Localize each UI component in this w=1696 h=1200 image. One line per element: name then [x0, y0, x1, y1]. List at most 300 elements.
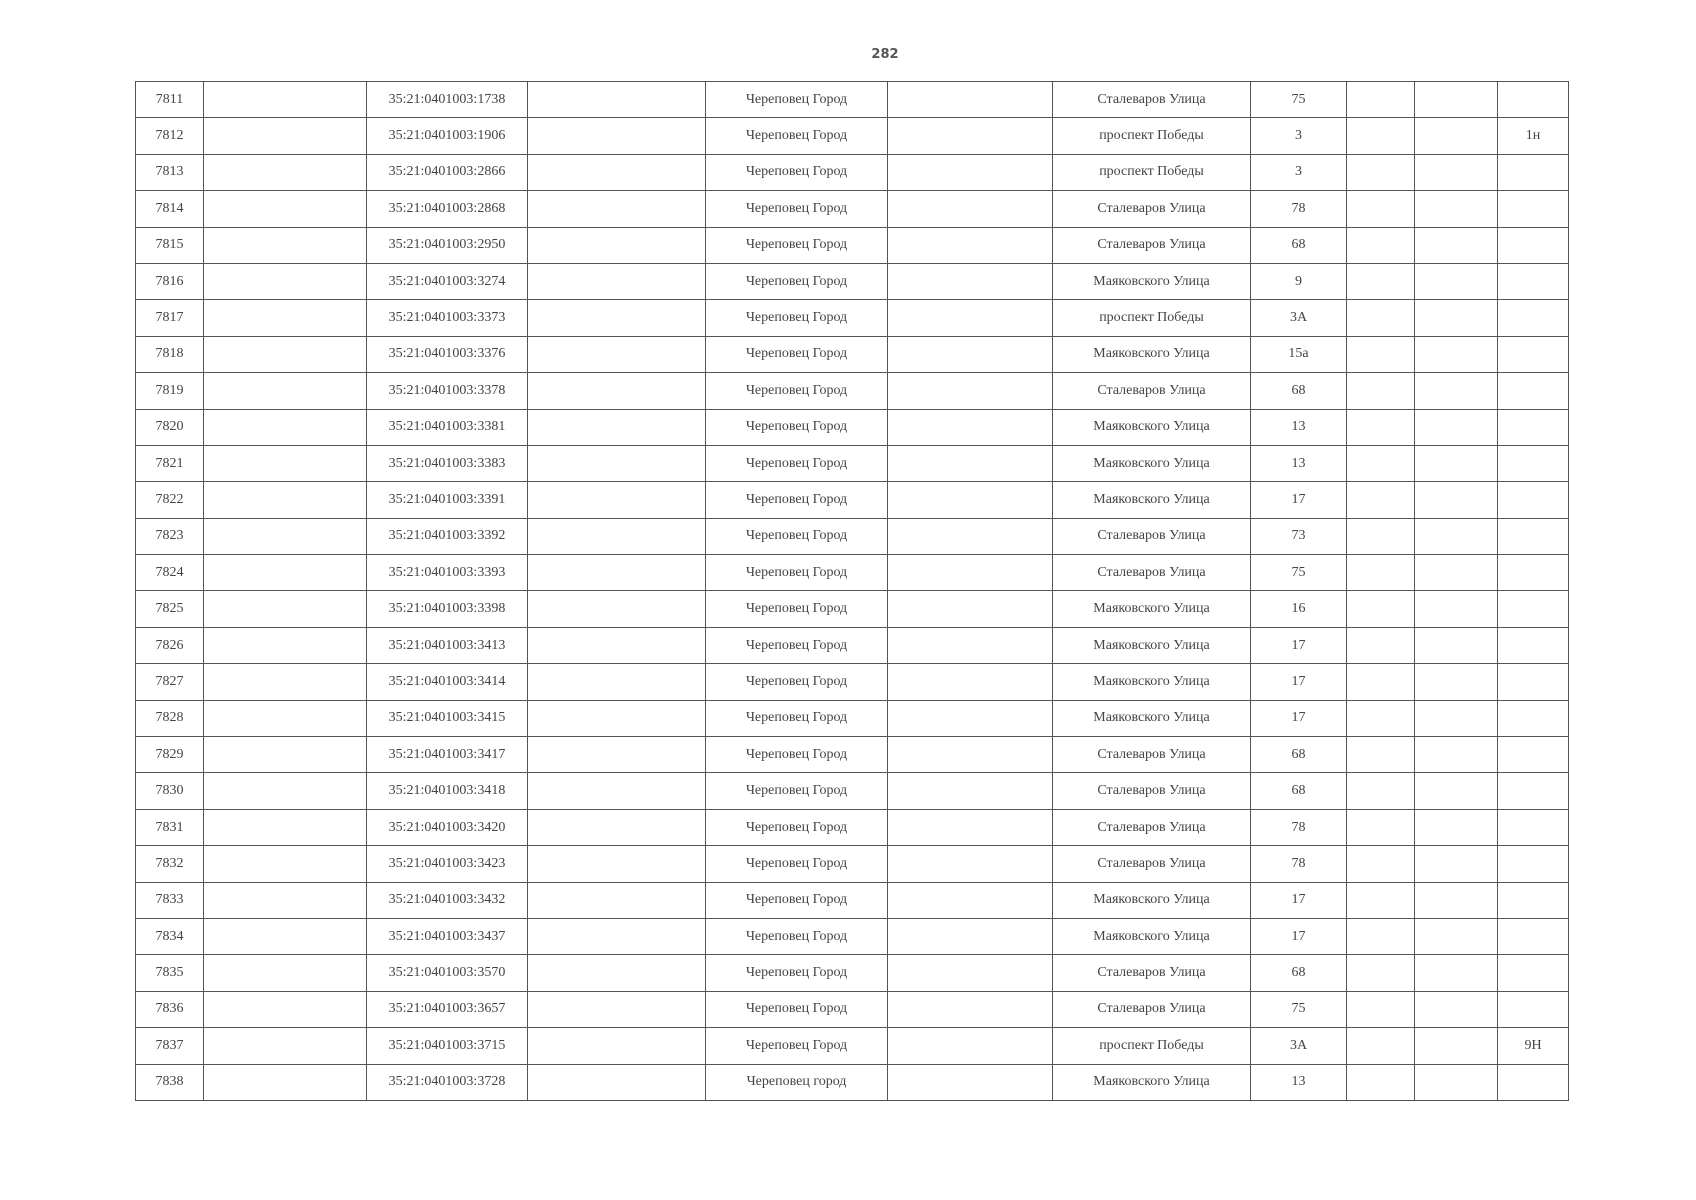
cell-premises-number	[1498, 591, 1569, 627]
table-row	[136, 1064, 1569, 1100]
cell-premises-number	[1498, 191, 1569, 227]
table-row	[136, 263, 1569, 299]
cell-empty	[528, 373, 706, 409]
cell-empty	[528, 191, 706, 227]
cell-record-number: 7836	[136, 991, 204, 1027]
cell-street: Сталеваров Улица	[1053, 555, 1251, 591]
cell-empty	[1347, 700, 1415, 736]
cell-record-number: 7827	[136, 664, 204, 700]
cell-empty	[1347, 263, 1415, 299]
cell-empty	[1347, 191, 1415, 227]
cell-cadastral-number: 35:21:0401003:2868	[367, 191, 528, 227]
cell-locality: Череповец Город	[706, 627, 888, 663]
cell-street: Маяковского Улица	[1053, 627, 1251, 663]
cell-cadastral-number: 35:21:0401003:3417	[367, 737, 528, 773]
cell-empty	[204, 882, 367, 918]
cell-empty	[204, 700, 367, 736]
table-row	[136, 918, 1569, 954]
cell-premises-number	[1498, 518, 1569, 554]
cell-empty	[528, 955, 706, 991]
cell-cadastral-number: 35:21:0401003:1738	[367, 82, 528, 118]
cell-record-number: 7838	[136, 1064, 204, 1100]
cell-cadastral-number: 35:21:0401003:3381	[367, 409, 528, 445]
cell-record-number: 7831	[136, 809, 204, 845]
cell-empty	[528, 118, 706, 154]
cell-empty	[204, 591, 367, 627]
cell-cadastral-number: 35:21:0401003:1906	[367, 118, 528, 154]
cell-empty	[1415, 336, 1498, 372]
cell-record-number: 7821	[136, 445, 204, 481]
cell-street: проспект Победы	[1053, 154, 1251, 190]
cell-empty	[1415, 118, 1498, 154]
cell-record-number: 7823	[136, 518, 204, 554]
cell-empty	[888, 700, 1053, 736]
cell-house-number: 3А	[1251, 1028, 1347, 1064]
cell-empty	[528, 591, 706, 627]
cell-empty	[204, 300, 367, 336]
cell-empty	[888, 1064, 1053, 1100]
cell-premises-number	[1498, 482, 1569, 518]
cell-cadastral-number: 35:21:0401003:3413	[367, 627, 528, 663]
cell-empty	[528, 627, 706, 663]
cell-empty	[204, 773, 367, 809]
cell-street: Маяковского Улица	[1053, 445, 1251, 481]
cell-cadastral-number: 35:21:0401003:3376	[367, 336, 528, 372]
cell-empty	[528, 482, 706, 518]
cell-empty	[528, 700, 706, 736]
cell-empty	[1347, 1028, 1415, 1064]
cell-record-number: 7820	[136, 409, 204, 445]
cell-empty	[1415, 82, 1498, 118]
cell-house-number: 13	[1251, 1064, 1347, 1100]
cell-street: Сталеваров Улица	[1053, 737, 1251, 773]
cell-empty	[204, 191, 367, 227]
table-row	[136, 82, 1569, 118]
cell-street: Сталеваров Улица	[1053, 191, 1251, 227]
cell-empty	[888, 300, 1053, 336]
cell-empty	[204, 409, 367, 445]
cell-empty	[1415, 627, 1498, 663]
cell-cadastral-number: 35:21:0401003:2866	[367, 154, 528, 190]
cell-empty	[888, 991, 1053, 1027]
cell-house-number: 75	[1251, 991, 1347, 1027]
table-row	[136, 445, 1569, 481]
cell-empty	[888, 154, 1053, 190]
cell-empty	[1415, 882, 1498, 918]
cell-empty	[1347, 518, 1415, 554]
cell-empty	[888, 627, 1053, 663]
cell-record-number: 7814	[136, 191, 204, 227]
cell-empty	[1415, 409, 1498, 445]
cell-empty	[1415, 918, 1498, 954]
cell-premises-number	[1498, 373, 1569, 409]
cell-house-number: 17	[1251, 664, 1347, 700]
cell-empty	[204, 737, 367, 773]
cell-locality: Череповец город	[706, 1064, 888, 1100]
cell-locality: Череповец Город	[706, 300, 888, 336]
cell-house-number: 9	[1251, 263, 1347, 299]
cell-empty	[888, 82, 1053, 118]
cell-record-number: 7835	[136, 955, 204, 991]
cell-house-number: 13	[1251, 445, 1347, 481]
cell-empty	[528, 82, 706, 118]
cell-empty	[204, 82, 367, 118]
table-row	[136, 846, 1569, 882]
cell-street: Маяковского Улица	[1053, 882, 1251, 918]
cell-locality: Череповец Город	[706, 227, 888, 263]
cell-house-number: 17	[1251, 482, 1347, 518]
table-row	[136, 118, 1569, 154]
cell-empty	[888, 809, 1053, 845]
cell-locality: Череповец Город	[706, 991, 888, 1027]
cell-street: Сталеваров Улица	[1053, 373, 1251, 409]
cell-empty	[888, 773, 1053, 809]
cell-locality: Череповец Город	[706, 409, 888, 445]
table-row	[136, 737, 1569, 773]
cell-locality: Череповец Город	[706, 555, 888, 591]
cell-street: Маяковского Улица	[1053, 700, 1251, 736]
cell-street: Сталеваров Улица	[1053, 518, 1251, 554]
cell-empty	[528, 445, 706, 481]
cell-street: Маяковского Улица	[1053, 409, 1251, 445]
cell-premises-number	[1498, 846, 1569, 882]
cell-street: Маяковского Улица	[1053, 263, 1251, 299]
cell-record-number: 7829	[136, 737, 204, 773]
cell-empty	[1347, 227, 1415, 263]
cell-empty	[1347, 591, 1415, 627]
registry-table-body	[136, 82, 1569, 1101]
cell-locality: Череповец Город	[706, 955, 888, 991]
cell-empty	[1347, 118, 1415, 154]
table-row	[136, 1028, 1569, 1064]
cell-empty	[204, 154, 367, 190]
table-row	[136, 409, 1569, 445]
cell-premises-number	[1498, 227, 1569, 263]
cell-empty	[528, 518, 706, 554]
cell-locality: Череповец Город	[706, 518, 888, 554]
cell-empty	[1347, 846, 1415, 882]
cell-premises-number	[1498, 773, 1569, 809]
table-row	[136, 336, 1569, 372]
cell-empty	[888, 191, 1053, 227]
cell-empty	[528, 737, 706, 773]
cell-premises-number	[1498, 300, 1569, 336]
cell-cadastral-number: 35:21:0401003:3274	[367, 263, 528, 299]
table-row	[136, 882, 1569, 918]
cell-house-number: 16	[1251, 591, 1347, 627]
cell-empty	[1347, 882, 1415, 918]
cell-empty	[888, 482, 1053, 518]
cell-empty	[1415, 518, 1498, 554]
cell-street: Маяковского Улица	[1053, 918, 1251, 954]
cell-empty	[888, 955, 1053, 991]
cell-empty	[204, 809, 367, 845]
cell-locality: Череповец Город	[706, 191, 888, 227]
cell-empty	[1415, 445, 1498, 481]
cell-premises-number	[1498, 154, 1569, 190]
table-row	[136, 991, 1569, 1027]
cell-empty	[1415, 555, 1498, 591]
cell-premises-number: 9Н	[1498, 1028, 1569, 1064]
cell-house-number: 68	[1251, 955, 1347, 991]
cell-empty	[528, 991, 706, 1027]
cell-empty	[888, 227, 1053, 263]
cell-house-number: 75	[1251, 555, 1347, 591]
cell-record-number: 7816	[136, 263, 204, 299]
cell-house-number: 68	[1251, 773, 1347, 809]
table-row	[136, 809, 1569, 845]
cell-empty	[1347, 737, 1415, 773]
cell-cadastral-number: 35:21:0401003:3570	[367, 955, 528, 991]
cell-premises-number	[1498, 918, 1569, 954]
cell-house-number: 75	[1251, 82, 1347, 118]
cell-premises-number	[1498, 1064, 1569, 1100]
cell-street: Сталеваров Улица	[1053, 227, 1251, 263]
cell-empty	[1415, 664, 1498, 700]
table-row	[136, 300, 1569, 336]
cell-empty	[204, 445, 367, 481]
cell-empty	[888, 518, 1053, 554]
cell-cadastral-number: 35:21:0401003:3657	[367, 991, 528, 1027]
cell-empty	[1347, 336, 1415, 372]
cell-empty	[1347, 154, 1415, 190]
table-row	[136, 773, 1569, 809]
cell-locality: Череповец Город	[706, 82, 888, 118]
cell-record-number: 7811	[136, 82, 204, 118]
cell-record-number: 7833	[136, 882, 204, 918]
cell-cadastral-number: 35:21:0401003:3415	[367, 700, 528, 736]
cell-record-number: 7832	[136, 846, 204, 882]
cell-locality: Череповец Город	[706, 482, 888, 518]
cell-street: Сталеваров Улица	[1053, 846, 1251, 882]
cell-empty	[1415, 191, 1498, 227]
cell-record-number: 7834	[136, 918, 204, 954]
cell-house-number: 78	[1251, 191, 1347, 227]
cell-street: Сталеваров Улица	[1053, 809, 1251, 845]
cell-empty	[1415, 300, 1498, 336]
cell-street: Маяковского Улица	[1053, 664, 1251, 700]
cell-cadastral-number: 35:21:0401003:2950	[367, 227, 528, 263]
cell-record-number: 7825	[136, 591, 204, 627]
cell-cadastral-number: 35:21:0401003:3393	[367, 555, 528, 591]
cell-empty	[888, 555, 1053, 591]
cell-empty	[888, 882, 1053, 918]
cell-empty	[204, 555, 367, 591]
cell-empty	[1347, 482, 1415, 518]
cell-empty	[1415, 846, 1498, 882]
cell-cadastral-number: 35:21:0401003:3437	[367, 918, 528, 954]
table-row	[136, 482, 1569, 518]
cell-empty	[204, 918, 367, 954]
cell-empty	[1347, 664, 1415, 700]
cell-empty	[1415, 373, 1498, 409]
cell-cadastral-number: 35:21:0401003:3383	[367, 445, 528, 481]
cell-premises-number	[1498, 82, 1569, 118]
cell-record-number: 7815	[136, 227, 204, 263]
cell-premises-number	[1498, 555, 1569, 591]
cell-record-number: 7817	[136, 300, 204, 336]
cell-empty	[888, 918, 1053, 954]
cell-empty	[528, 1064, 706, 1100]
cell-empty	[888, 664, 1053, 700]
cell-empty	[1347, 918, 1415, 954]
cell-empty	[1415, 1028, 1498, 1064]
cell-street: Сталеваров Улица	[1053, 82, 1251, 118]
cell-empty	[1347, 445, 1415, 481]
cell-record-number: 7812	[136, 118, 204, 154]
cell-street: Сталеваров Улица	[1053, 773, 1251, 809]
cell-empty	[888, 846, 1053, 882]
table-row	[136, 555, 1569, 591]
cell-empty	[888, 1028, 1053, 1064]
table-row	[136, 373, 1569, 409]
cell-premises-number	[1498, 882, 1569, 918]
cell-empty	[204, 482, 367, 518]
cell-premises-number	[1498, 664, 1569, 700]
cell-cadastral-number: 35:21:0401003:3423	[367, 846, 528, 882]
registry-table	[135, 81, 1569, 1101]
cell-empty	[204, 664, 367, 700]
cell-empty	[204, 955, 367, 991]
cell-empty	[204, 373, 367, 409]
table-row	[136, 518, 1569, 554]
cell-premises-number	[1498, 809, 1569, 845]
cell-empty	[1415, 482, 1498, 518]
cell-empty	[204, 227, 367, 263]
cell-locality: Череповец Город	[706, 373, 888, 409]
cell-empty	[204, 991, 367, 1027]
cell-street: Сталеваров Улица	[1053, 991, 1251, 1027]
cell-premises-number	[1498, 263, 1569, 299]
cell-empty	[1347, 373, 1415, 409]
cell-premises-number	[1498, 955, 1569, 991]
cell-premises-number	[1498, 991, 1569, 1027]
cell-locality: Череповец Город	[706, 918, 888, 954]
cell-empty	[1347, 409, 1415, 445]
cell-empty	[1347, 955, 1415, 991]
cell-locality: Череповец Город	[706, 664, 888, 700]
cell-premises-number	[1498, 336, 1569, 372]
cell-empty	[1347, 1064, 1415, 1100]
cell-empty	[204, 627, 367, 663]
cell-empty	[888, 445, 1053, 481]
cell-empty	[1415, 263, 1498, 299]
table-row	[136, 700, 1569, 736]
cell-cadastral-number: 35:21:0401003:3432	[367, 882, 528, 918]
cell-locality: Череповец Город	[706, 773, 888, 809]
cell-empty	[204, 518, 367, 554]
table-row	[136, 591, 1569, 627]
cell-empty	[528, 336, 706, 372]
cell-cadastral-number: 35:21:0401003:3420	[367, 809, 528, 845]
cell-empty	[204, 118, 367, 154]
cell-house-number: 17	[1251, 627, 1347, 663]
cell-cadastral-number: 35:21:0401003:3418	[367, 773, 528, 809]
cell-empty	[1415, 955, 1498, 991]
cell-empty	[528, 664, 706, 700]
table-row	[136, 664, 1569, 700]
cell-house-number: 3А	[1251, 300, 1347, 336]
cell-locality: Череповец Город	[706, 809, 888, 845]
cell-house-number: 68	[1251, 227, 1347, 263]
cell-empty	[528, 154, 706, 190]
cell-locality: Череповец Город	[706, 263, 888, 299]
cell-empty	[888, 118, 1053, 154]
cell-record-number: 7828	[136, 700, 204, 736]
cell-empty	[888, 373, 1053, 409]
cell-empty	[204, 1064, 367, 1100]
cell-empty	[528, 409, 706, 445]
cell-house-number: 78	[1251, 846, 1347, 882]
cell-record-number: 7822	[136, 482, 204, 518]
cell-empty	[1415, 227, 1498, 263]
cell-locality: Череповец Город	[706, 445, 888, 481]
cell-empty	[1415, 154, 1498, 190]
table-row	[136, 154, 1569, 190]
cell-empty	[204, 846, 367, 882]
cell-empty	[1347, 809, 1415, 845]
cell-empty	[528, 1028, 706, 1064]
table-row	[136, 191, 1569, 227]
cell-empty	[528, 263, 706, 299]
cell-street: проспект Победы	[1053, 1028, 1251, 1064]
page-number: 282	[871, 47, 899, 62]
table-row	[136, 227, 1569, 263]
cell-premises-number: 1н	[1498, 118, 1569, 154]
cell-cadastral-number: 35:21:0401003:3378	[367, 373, 528, 409]
cell-empty	[1415, 700, 1498, 736]
cell-empty	[204, 1028, 367, 1064]
cell-empty	[888, 409, 1053, 445]
cell-cadastral-number: 35:21:0401003:3373	[367, 300, 528, 336]
cell-empty	[528, 882, 706, 918]
cell-record-number: 7818	[136, 336, 204, 372]
cell-empty	[204, 336, 367, 372]
cell-empty	[204, 263, 367, 299]
cell-cadastral-number: 35:21:0401003:3391	[367, 482, 528, 518]
cell-locality: Череповец Город	[706, 1028, 888, 1064]
cell-house-number: 68	[1251, 737, 1347, 773]
cell-empty	[888, 263, 1053, 299]
cell-locality: Череповец Город	[706, 846, 888, 882]
cell-empty	[1347, 82, 1415, 118]
cell-locality: Череповец Город	[706, 118, 888, 154]
cell-street: Маяковского Улица	[1053, 591, 1251, 627]
cell-house-number: 78	[1251, 809, 1347, 845]
cell-house-number: 13	[1251, 409, 1347, 445]
cell-record-number: 7837	[136, 1028, 204, 1064]
cell-empty	[1415, 591, 1498, 627]
cell-record-number: 7826	[136, 627, 204, 663]
cell-record-number: 7824	[136, 555, 204, 591]
cell-house-number: 3	[1251, 154, 1347, 190]
cell-premises-number	[1498, 445, 1569, 481]
cell-empty	[1347, 627, 1415, 663]
cell-cadastral-number: 35:21:0401003:3414	[367, 664, 528, 700]
cell-empty	[1415, 991, 1498, 1027]
cell-record-number: 7819	[136, 373, 204, 409]
cell-house-number: 17	[1251, 882, 1347, 918]
cell-empty	[888, 336, 1053, 372]
cell-locality: Череповец Город	[706, 700, 888, 736]
cell-premises-number	[1498, 409, 1569, 445]
cell-empty	[1347, 773, 1415, 809]
cell-street: Маяковского Улица	[1053, 1064, 1251, 1100]
cell-empty	[1415, 809, 1498, 845]
cell-empty	[888, 591, 1053, 627]
cell-premises-number	[1498, 700, 1569, 736]
cell-house-number: 73	[1251, 518, 1347, 554]
